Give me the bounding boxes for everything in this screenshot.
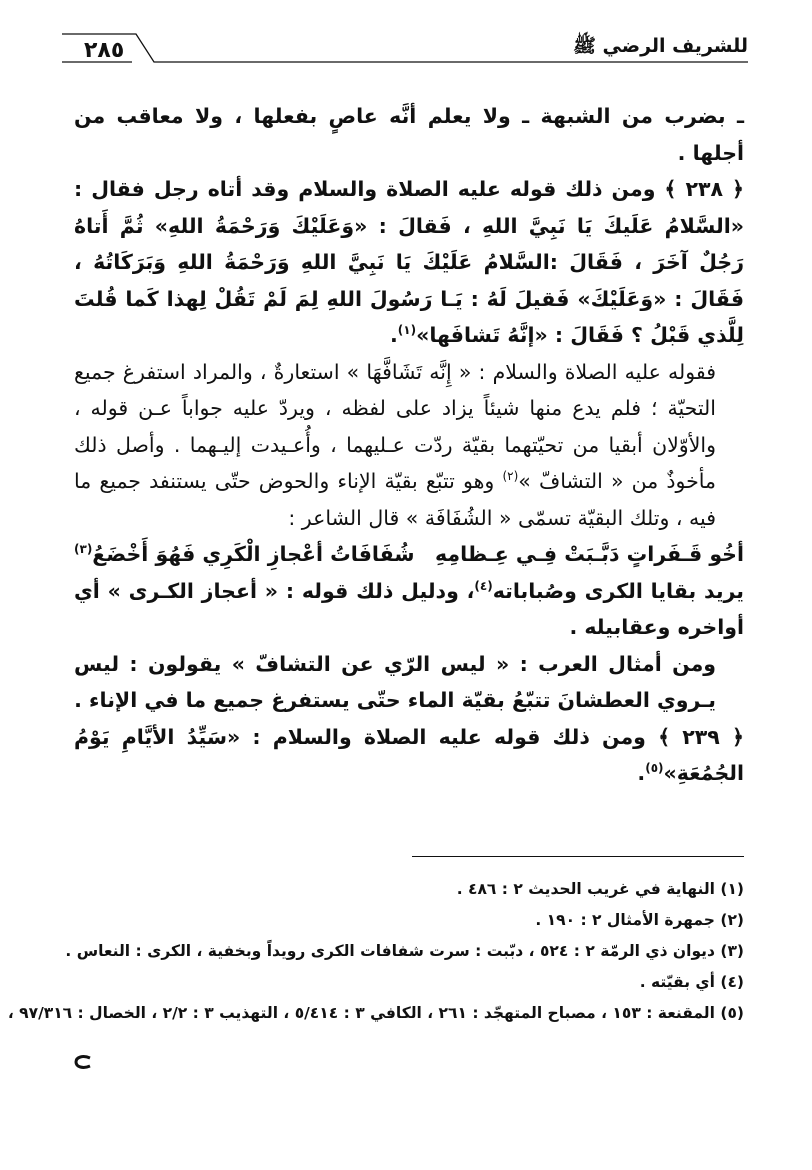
page-header (62, 28, 748, 70)
footnote-ref-1: (١) (397, 323, 417, 338)
footnote-5: (٥) المقنعة : ١٥٣ ، مصباح المتهجّد : ٢٦١ ، الكافي ٣ : ٥/٤١٤ ، التهذيب ٣ : ٢/٢ ، الخصال : ٩٧/٣١٦ ، (7, 1004, 744, 1022)
proverb-paragraph: ومن أمثال العرب : « ليس الرّي عن التشافّ » يقولون : ليس يـروي العطشانَ تتبّعُ بقيّة الماء حتّى يستفرغ جميع ما في الإناء . (74, 651, 716, 712)
footnotes (7, 874, 744, 1029)
main-text (74, 98, 744, 792)
footnote-3: (٣) ديوان ذي الرمّة ٢ : ٥٢٤ ، دبّبت : سرت شفافات الكرى رويداً وبخفية ، الكرى : النعاس . (65, 942, 744, 960)
commentary-paragraph: فقوله عليه الصلاة والسلام : « إِنَّه تَشَافَّهَا » استعارةٌ ، والمراد استفرغ جميع التحيّة ؛ فلم يدع منها شيئاً يزاد على لفظه ، ويردّ عليه جواباً عـن قوله ، والأوّلان أبقيا من تحيّتهما بقيّة ردّت عـليهما ، وأُعـيدت إليـهما . وأصل ذلك مأخوذٌ من « التشافّ »$^{(٢)}$ وهو تتبّع بقيّة الإناء والحوض حتّى يستنفد جميع ما فيه ، وتلك البقيّة تسمّى « الشُفَافَة » قال الشاعر : (74, 359, 716, 530)
footnote-4: (٤) أي بقيّته . (639, 973, 744, 991)
footnote-1: (١) النهاية في غريب الحديث ٢ : ٤٨٦ . (456, 880, 744, 898)
footnote-ref-3: (٣) (74, 542, 93, 557)
explanation-paragraph: يريد بقايا الكرى وصُباباته$^{(٤)}$، ودليل ذلك قوله : « أعجاز الكـرى » أي أواخره وعقابيله . (74, 578, 744, 639)
footnote-separator (412, 856, 744, 857)
hadith-238: ﴿ ٢٣٨ ﴾ ومن ذلك قوله عليه الصلاة والسلام وقد أتاه رجل فقال : «السَّلامُ عَلَيكَ يَا نَبِيَّ اللهِ ، فَقالَ : «وَعَلَيْكَ وَرَحْمَةُ اللهِ» ثُمَّ أَتاهُ رَجُلٌ آخَرَ ، فَقَالَ :السَّلامُ عَلَيْكَ يَا نَبِيَّ اللهِ وَرَحْمَةُ اللهِ وَبَرَكَاتُهُ ، فَقَالَ : «وَعَلَيْكَ» فَقيلَ لَهُ : يَـا رَسُولَ اللهِ لِمَ لَمْ تَقُلْ لِهذا كَما قُلتَ لِلَّذي قَبْلُ ؟ فَقَالَ : «إنَّهُ تَشافَها»$^{(١)}$. (74, 177, 744, 347)
running-title: للشريف الرضي ﷺ (572, 35, 748, 57)
poetry-verse (74, 536, 744, 573)
paragraph-continuation: ـ بضرب من الشبهة ـ ولا يعلم أنَّه عاصٍ بفعلها ، ولا معاقب من أجلها . (74, 104, 744, 165)
footnote-ref-2: (٢) (502, 469, 519, 484)
footnote-ref-5: (٥) (645, 761, 664, 776)
footnote-2: (٢) جمهرة الأمثال ٢ : ١٩٠ . (535, 911, 744, 929)
continuation-mark-icon (74, 1055, 92, 1069)
footnote-ref-4: (٤) (474, 578, 493, 593)
hadith-239: ﴿ ٢٣٩ ﴾ ومن ذلك قوله عليه الصلاة والسلام : «سَيِّدُ الأيَّامِ يَوْمُ الجُمُعَةِ»$^{(٥)}$. (74, 724, 744, 785)
page-number: ٢٨٥ (84, 38, 125, 63)
verse-first-hemistich: أخُو قَـفَراتٍ دَبَّـبَتْ فِـي عِـظامِهِ (434, 542, 744, 566)
verse-second-hemistich: شُفَافَاتُ أعْجازِ الْكَرِي فَهُوَ أَخْضَعُ$^{(٣)}$ (74, 542, 415, 566)
